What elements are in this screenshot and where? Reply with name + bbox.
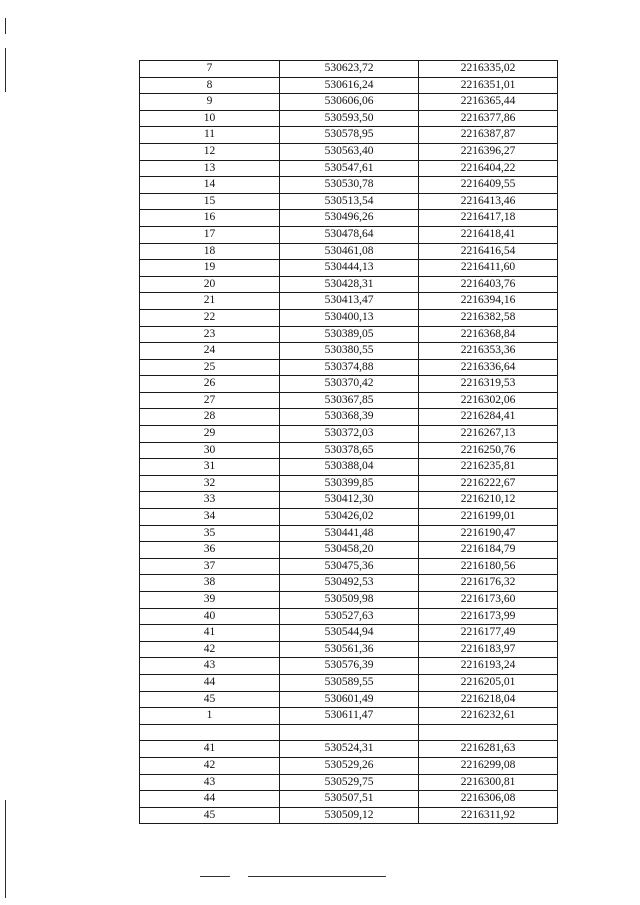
footer-line bbox=[248, 876, 386, 877]
table-row bbox=[140, 492, 558, 509]
x-coordinate-cell: 530492,53 bbox=[280, 575, 419, 592]
y-coordinate-cell: 2216418,41 bbox=[419, 226, 558, 243]
x-coordinate-cell: 530623,72 bbox=[280, 61, 419, 78]
point-number-cell: 15 bbox=[140, 193, 280, 210]
point-number-cell: 41 bbox=[140, 741, 280, 758]
point-number-cell: 31 bbox=[140, 459, 280, 476]
y-coordinate-cell: 2216351,01 bbox=[419, 77, 558, 94]
table-row bbox=[140, 509, 558, 526]
y-coordinate-cell: 2216377,86 bbox=[419, 110, 558, 127]
table-row bbox=[140, 724, 558, 741]
x-coordinate-cell: 530509,98 bbox=[280, 592, 419, 609]
y-coordinate-cell: 2216387,87 bbox=[419, 127, 558, 144]
point-number-cell: 28 bbox=[140, 409, 280, 426]
x-coordinate-cell: 530378,65 bbox=[280, 442, 419, 459]
y-coordinate-cell: 2216394,16 bbox=[419, 293, 558, 310]
table-row bbox=[140, 143, 558, 160]
y-coordinate-cell: 2216302,06 bbox=[419, 392, 558, 409]
table-row bbox=[140, 160, 558, 177]
table-row bbox=[140, 558, 558, 575]
x-coordinate-cell: 530458,20 bbox=[280, 542, 419, 559]
y-coordinate-cell: 2216319,53 bbox=[419, 376, 558, 393]
point-number-cell: 42 bbox=[140, 641, 280, 658]
x-coordinate-cell: 530380,55 bbox=[280, 343, 419, 360]
x-coordinate-cell: 530475,36 bbox=[280, 558, 419, 575]
x-coordinate-cell: 530593,50 bbox=[280, 110, 419, 127]
point-number-cell: 35 bbox=[140, 525, 280, 542]
x-coordinate-cell: 530576,39 bbox=[280, 658, 419, 675]
point-number-cell: 26 bbox=[140, 376, 280, 393]
table-row bbox=[140, 376, 558, 393]
y-coordinate-cell: 2216365,44 bbox=[419, 94, 558, 111]
y-coordinate-cell: 2216222,67 bbox=[419, 475, 558, 492]
point-number-cell: 23 bbox=[140, 326, 280, 343]
table-row bbox=[140, 309, 558, 326]
x-coordinate-cell: 530509,12 bbox=[280, 807, 419, 824]
table-row bbox=[140, 326, 558, 343]
table-row bbox=[140, 276, 558, 293]
y-coordinate-cell: 2216306,08 bbox=[419, 791, 558, 808]
point-number-cell: 39 bbox=[140, 592, 280, 609]
x-coordinate-cell: 530529,75 bbox=[280, 774, 419, 791]
y-coordinate-cell: 2216176,32 bbox=[419, 575, 558, 592]
table-row bbox=[140, 392, 558, 409]
x-coordinate-cell: 530370,42 bbox=[280, 376, 419, 393]
table-row bbox=[140, 260, 558, 277]
x-coordinate-cell bbox=[280, 724, 419, 741]
coordinates-table bbox=[139, 60, 558, 824]
x-coordinate-cell: 530616,24 bbox=[280, 77, 419, 94]
table-row bbox=[140, 359, 558, 376]
table-row bbox=[140, 807, 558, 824]
x-coordinate-cell: 530388,04 bbox=[280, 459, 419, 476]
y-coordinate-cell: 2216232,61 bbox=[419, 708, 558, 725]
table-row bbox=[140, 409, 558, 426]
point-number-cell: 45 bbox=[140, 691, 280, 708]
table-row bbox=[140, 110, 558, 127]
x-coordinate-cell: 530372,03 bbox=[280, 426, 419, 443]
point-number-cell: 10 bbox=[140, 110, 280, 127]
point-number-cell: 38 bbox=[140, 575, 280, 592]
y-coordinate-cell: 2216210,12 bbox=[419, 492, 558, 509]
x-coordinate-cell: 530441,48 bbox=[280, 525, 419, 542]
table-row bbox=[140, 243, 558, 260]
y-coordinate-cell: 2216300,81 bbox=[419, 774, 558, 791]
table-row bbox=[140, 193, 558, 210]
x-coordinate-cell: 530529,26 bbox=[280, 757, 419, 774]
x-coordinate-cell: 530426,02 bbox=[280, 509, 419, 526]
table-row bbox=[140, 542, 558, 559]
y-coordinate-cell: 2216267,13 bbox=[419, 426, 558, 443]
y-coordinate-cell: 2216416,54 bbox=[419, 243, 558, 260]
table-row bbox=[140, 459, 558, 476]
table-row bbox=[140, 691, 558, 708]
scan-edge-mark bbox=[5, 800, 6, 898]
x-coordinate-cell: 530544,94 bbox=[280, 625, 419, 642]
table-row bbox=[140, 625, 558, 642]
table-row bbox=[140, 592, 558, 609]
y-coordinate-cell: 2216396,27 bbox=[419, 143, 558, 160]
x-coordinate-cell: 530461,08 bbox=[280, 243, 419, 260]
y-coordinate-cell: 2216235,81 bbox=[419, 459, 558, 476]
x-coordinate-cell: 530428,31 bbox=[280, 276, 419, 293]
point-number-cell: 11 bbox=[140, 127, 280, 144]
y-coordinate-cell: 2216382,58 bbox=[419, 309, 558, 326]
point-number-cell: 1 bbox=[140, 708, 280, 725]
table-row bbox=[140, 61, 558, 78]
table-row bbox=[140, 525, 558, 542]
y-coordinate-cell: 2216180,56 bbox=[419, 558, 558, 575]
point-number-cell: 27 bbox=[140, 392, 280, 409]
point-number-cell: 21 bbox=[140, 293, 280, 310]
point-number-cell: 19 bbox=[140, 260, 280, 277]
table-row bbox=[140, 210, 558, 227]
x-coordinate-cell: 530368,39 bbox=[280, 409, 419, 426]
table-row bbox=[140, 757, 558, 774]
scan-edge-mark bbox=[5, 18, 6, 34]
table-row bbox=[140, 674, 558, 691]
point-number-cell: 30 bbox=[140, 442, 280, 459]
x-coordinate-cell: 530412,30 bbox=[280, 492, 419, 509]
point-number-cell bbox=[140, 724, 280, 741]
x-coordinate-cell: 530578,95 bbox=[280, 127, 419, 144]
table-row bbox=[140, 442, 558, 459]
y-coordinate-cell: 2216173,99 bbox=[419, 608, 558, 625]
y-coordinate-cell: 2216250,76 bbox=[419, 442, 558, 459]
y-coordinate-cell: 2216284,41 bbox=[419, 409, 558, 426]
point-number-cell: 29 bbox=[140, 426, 280, 443]
y-coordinate-cell: 2216403,76 bbox=[419, 276, 558, 293]
y-coordinate-cell: 2216218,04 bbox=[419, 691, 558, 708]
table-row bbox=[140, 658, 558, 675]
y-coordinate-cell: 2216411,60 bbox=[419, 260, 558, 277]
point-number-cell: 45 bbox=[140, 807, 280, 824]
table-row bbox=[140, 343, 558, 360]
point-number-cell: 24 bbox=[140, 343, 280, 360]
x-coordinate-cell: 530444,13 bbox=[280, 260, 419, 277]
point-number-cell: 18 bbox=[140, 243, 280, 260]
x-coordinate-cell: 530601,49 bbox=[280, 691, 419, 708]
x-coordinate-cell: 530547,61 bbox=[280, 160, 419, 177]
x-coordinate-cell: 530530,78 bbox=[280, 177, 419, 194]
point-number-cell: 7 bbox=[140, 61, 280, 78]
x-coordinate-cell: 530606,06 bbox=[280, 94, 419, 111]
x-coordinate-cell: 530524,31 bbox=[280, 741, 419, 758]
x-coordinate-cell: 530413,47 bbox=[280, 293, 419, 310]
y-coordinate-cell: 2216299,08 bbox=[419, 757, 558, 774]
point-number-cell: 20 bbox=[140, 276, 280, 293]
table-row bbox=[140, 575, 558, 592]
table-row bbox=[140, 127, 558, 144]
point-number-cell: 33 bbox=[140, 492, 280, 509]
point-number-cell: 16 bbox=[140, 210, 280, 227]
y-coordinate-cell: 2216368,84 bbox=[419, 326, 558, 343]
y-coordinate-cell: 2216173,60 bbox=[419, 592, 558, 609]
scan-edge-mark bbox=[5, 48, 6, 92]
y-coordinate-cell: 2216409,55 bbox=[419, 177, 558, 194]
table-row bbox=[140, 774, 558, 791]
point-number-cell: 43 bbox=[140, 658, 280, 675]
y-coordinate-cell: 2216404,22 bbox=[419, 160, 558, 177]
table-row bbox=[140, 293, 558, 310]
point-number-cell: 43 bbox=[140, 774, 280, 791]
table-row bbox=[140, 94, 558, 111]
x-coordinate-cell: 530374,88 bbox=[280, 359, 419, 376]
point-number-cell: 41 bbox=[140, 625, 280, 642]
x-coordinate-cell: 530507,51 bbox=[280, 791, 419, 808]
table-row bbox=[140, 608, 558, 625]
point-number-cell: 44 bbox=[140, 791, 280, 808]
x-coordinate-cell: 530513,54 bbox=[280, 193, 419, 210]
point-number-cell: 12 bbox=[140, 143, 280, 160]
x-coordinate-cell: 530389,05 bbox=[280, 326, 419, 343]
point-number-cell: 22 bbox=[140, 309, 280, 326]
point-number-cell: 13 bbox=[140, 160, 280, 177]
x-coordinate-cell: 530527,63 bbox=[280, 608, 419, 625]
x-coordinate-cell: 530478,64 bbox=[280, 226, 419, 243]
y-coordinate-cell: 2216184,79 bbox=[419, 542, 558, 559]
table-row bbox=[140, 708, 558, 725]
footer-line bbox=[200, 876, 230, 877]
y-coordinate-cell: 2216199,01 bbox=[419, 509, 558, 526]
y-coordinate-cell: 2216335,02 bbox=[419, 61, 558, 78]
point-number-cell: 32 bbox=[140, 475, 280, 492]
point-number-cell: 9 bbox=[140, 94, 280, 111]
table-row bbox=[140, 426, 558, 443]
x-coordinate-cell: 530561,36 bbox=[280, 641, 419, 658]
coordinates-table-body bbox=[140, 61, 558, 824]
x-coordinate-cell: 530496,26 bbox=[280, 210, 419, 227]
x-coordinate-cell: 530589,55 bbox=[280, 674, 419, 691]
point-number-cell: 36 bbox=[140, 542, 280, 559]
point-number-cell: 8 bbox=[140, 77, 280, 94]
y-coordinate-cell: 2216281,63 bbox=[419, 741, 558, 758]
y-coordinate-cell bbox=[419, 724, 558, 741]
x-coordinate-cell: 530563,40 bbox=[280, 143, 419, 160]
point-number-cell: 34 bbox=[140, 509, 280, 526]
y-coordinate-cell: 2216336,64 bbox=[419, 359, 558, 376]
x-coordinate-cell: 530399,85 bbox=[280, 475, 419, 492]
table-row bbox=[140, 741, 558, 758]
table-row bbox=[140, 791, 558, 808]
table-row bbox=[140, 641, 558, 658]
y-coordinate-cell: 2216417,18 bbox=[419, 210, 558, 227]
point-number-cell: 14 bbox=[140, 177, 280, 194]
y-coordinate-cell: 2216190,47 bbox=[419, 525, 558, 542]
y-coordinate-cell: 2216353,36 bbox=[419, 343, 558, 360]
table-row bbox=[140, 475, 558, 492]
point-number-cell: 42 bbox=[140, 757, 280, 774]
point-number-cell: 17 bbox=[140, 226, 280, 243]
x-coordinate-cell: 530611,47 bbox=[280, 708, 419, 725]
point-number-cell: 44 bbox=[140, 674, 280, 691]
y-coordinate-cell: 2216193,24 bbox=[419, 658, 558, 675]
y-coordinate-cell: 2216311,92 bbox=[419, 807, 558, 824]
y-coordinate-cell: 2216177,49 bbox=[419, 625, 558, 642]
y-coordinate-cell: 2216413,46 bbox=[419, 193, 558, 210]
point-number-cell: 37 bbox=[140, 558, 280, 575]
x-coordinate-cell: 530400,13 bbox=[280, 309, 419, 326]
x-coordinate-cell: 530367,85 bbox=[280, 392, 419, 409]
y-coordinate-cell: 2216205,01 bbox=[419, 674, 558, 691]
y-coordinate-cell: 2216183,97 bbox=[419, 641, 558, 658]
table-row bbox=[140, 177, 558, 194]
table-row bbox=[140, 77, 558, 94]
table-row bbox=[140, 226, 558, 243]
point-number-cell: 25 bbox=[140, 359, 280, 376]
point-number-cell: 40 bbox=[140, 608, 280, 625]
